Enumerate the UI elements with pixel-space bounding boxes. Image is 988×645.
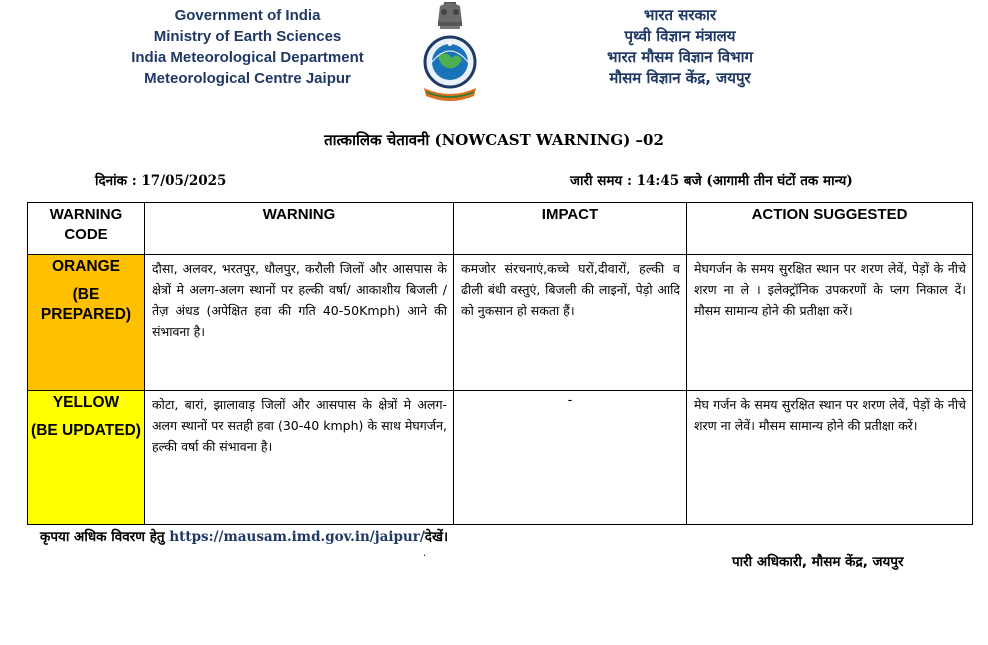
issue-time-line: जारी समय : 14:45 बजे (आगामी तीन घंटों तक मान्य) <box>570 173 853 189</box>
page-title: तात्कालिक चेतावनी (NOWCAST WARNING) –02 <box>324 131 664 149</box>
header-english-line: Ministry of Earth Sciences <box>153 28 342 45</box>
warning-level: YELLOW <box>52 394 120 411</box>
header-hindi-line: भारत सरकार <box>643 6 717 24</box>
table-row <box>28 255 973 391</box>
warning-level: ORANGE <box>51 258 121 275</box>
stray-dot: . <box>423 548 427 559</box>
imd-jaipur-link[interactable]: https://mausam.imd.gov.in/jaipur/ <box>169 529 425 545</box>
warning-code-cell-yellow <box>28 391 145 525</box>
warning-level-advice: (BE UPDATED) <box>31 422 141 439</box>
signature-line: पारी अधिकारी, मौसम केंद्र, जयपुर <box>732 554 904 570</box>
header-english-line: Meteorological Centre Jaipur <box>144 70 351 87</box>
header-english-line: India Meteorological Department <box>131 49 364 66</box>
column-header: IMPACT <box>454 203 687 255</box>
warning-level-advice: (BE PREPARED) <box>40 286 132 323</box>
header-english-line: Government of India <box>174 7 321 24</box>
table-row <box>28 391 973 525</box>
date-line: दिनांक : 17/05/2025 <box>95 173 227 189</box>
warning-text: कोटा, बारां, झालावाड़ जिलों और आसपास के क्षेत्रों मे अलग-अलग स्थानों पर सतही हवा (30-40 kmph) के साथ मेघगर्जन, हल्की वर्षा की संभावना है। <box>145 391 454 525</box>
more-info-prefix: कृपया अधिक विवरण हेतु <box>40 529 170 545</box>
column-header: WARNING <box>145 203 454 255</box>
table-header-row <box>28 203 973 255</box>
header-hindi-line: मौसम विज्ञान केंद्र, जयपुर <box>609 69 751 87</box>
more-info-suffix: देखें। <box>424 529 449 545</box>
impact-text: कमजोर संरचनाएं,कच्चे घरों,दीवारों, हल्की व ढीली बंधी वस्तुएं, बिजली की लाइनों, पेड़ो आदि को नुकसान हो सकता हैं। <box>454 255 687 391</box>
warning-text: दौसा, अलवर, भरतपुर, धौलपुर, करौली जिलों और आसपास के क्षेत्रों मे अलग-अलग स्थानों पर हल्की वर्षा/ आकाशीय बिजली / तेज़ अंधड (अपेक्षित हवा की गति 40-50Kmph) आने की संभावना है। <box>145 255 454 391</box>
column-header: ACTION SUGGESTED <box>687 203 973 255</box>
imd-emblem-icon <box>418 0 482 104</box>
header-english <box>100 5 395 89</box>
more-info-line <box>40 527 448 545</box>
warning-code-cell-orange <box>28 255 145 391</box>
header-hindi <box>560 5 800 89</box>
warning-table <box>27 202 973 525</box>
action-text: मेघगर्जन के समय सुरक्षित स्थान पर शरण लेवें, पेड़ों के नीचे शरण ना ले । इलेक्ट्रॉनिक उपकरणों के प्लग निकाल दें।मौसम सामान्य होने की प्रतीक्षा करें। <box>687 255 973 391</box>
action-text: मेघ गर्जन के समय सुरक्षित स्थान पर शरण लेवें, पेड़ों के नीचे शरण ना लेवें। मौसम सामान्य होने की प्रतीक्षा करें। <box>687 391 973 525</box>
impact-text: - <box>454 391 687 525</box>
header-hindi-line: पृथ्वी विज्ञान मंत्रालय <box>624 27 736 45</box>
column-header: WARNING CODE <box>28 203 145 255</box>
header-hindi-line: भारत मौसम विज्ञान विभाग <box>607 48 753 66</box>
